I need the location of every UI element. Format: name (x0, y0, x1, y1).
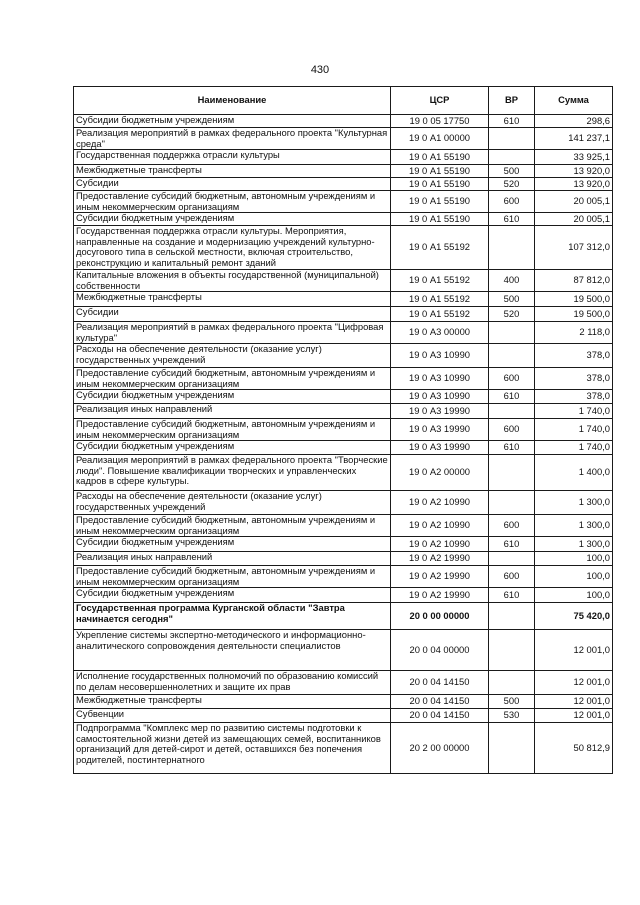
row-vr-cell: 600 (489, 368, 535, 390)
table-row (74, 322, 613, 344)
table-row (74, 537, 613, 552)
row-name-cell: Субсидии бюджетным учреждениям (74, 588, 391, 603)
row-vr-cell: 600 (489, 515, 535, 537)
table-row (74, 226, 613, 270)
table-row (74, 292, 613, 307)
row-vr-cell (489, 322, 535, 344)
row-code-cell: 19 0 А1 55192 (391, 292, 489, 307)
table-row (74, 588, 613, 603)
row-vr-cell: 500 (489, 695, 535, 709)
row-code-cell: 19 0 А3 10990 (391, 390, 489, 404)
row-vr-cell: 610 (489, 441, 535, 455)
row-sum-cell: 1 300,0 (535, 491, 613, 515)
row-vr-cell: 530 (489, 709, 535, 723)
row-sum-cell: 13 920,0 (535, 178, 613, 191)
table-row (74, 307, 613, 322)
row-vr-cell (489, 150, 535, 165)
row-sum-cell: 12 001,0 (535, 695, 613, 709)
row-name-cell: Предоставление субсидий бюджетным, автономным учреждениям и иным некоммерческим организациям (74, 191, 391, 213)
row-code-cell: 19 0 А1 00000 (391, 128, 489, 150)
table-row (74, 213, 613, 226)
row-sum-cell: 20 005,1 (535, 213, 613, 226)
row-name-cell: Государственная программа Курганской области "Завтра начинается сегодня" (74, 603, 391, 630)
page-number: 430 (310, 64, 330, 76)
row-code-cell: 19 0 А3 19990 (391, 419, 489, 441)
row-vr-cell (489, 723, 535, 774)
row-name-cell: Предоставление субсидий бюджетным, автономным учреждениям и иным некоммерческим организациям (74, 515, 391, 537)
row-sum-cell: 19 500,0 (535, 307, 613, 322)
row-name-cell: Предоставление субсидий бюджетным, автономным учреждениям и иным некоммерческим организациям (74, 419, 391, 441)
row-name-cell: Реализация иных направлений (74, 552, 391, 566)
row-vr-cell: 600 (489, 419, 535, 441)
row-sum-cell: 378,0 (535, 344, 613, 368)
row-code-cell: 19 0 А3 19990 (391, 404, 489, 419)
row-code-cell: 20 0 04 00000 (391, 630, 489, 671)
row-vr-cell (489, 128, 535, 150)
row-name-cell: Предоставление субсидий бюджетным, автономным учреждениям и иным некоммерческим организациям (74, 368, 391, 390)
row-sum-cell: 19 500,0 (535, 292, 613, 307)
row-sum-cell: 12 001,0 (535, 671, 613, 695)
row-sum-cell: 13 920,0 (535, 165, 613, 178)
row-code-cell: 19 0 А1 55192 (391, 307, 489, 322)
budget-table (73, 86, 613, 774)
row-name-cell: Капитальные вложения в объекты государственной (муниципальной) собственности (74, 270, 391, 292)
row-sum-cell: 1 740,0 (535, 441, 613, 455)
row-name-cell: Субсидии (74, 178, 391, 191)
table-row (74, 566, 613, 588)
table-row (74, 671, 613, 695)
row-vr-cell (489, 630, 535, 671)
table-row (74, 455, 613, 491)
row-sum-cell: 1 740,0 (535, 419, 613, 441)
table-row (74, 368, 613, 390)
row-vr-cell: 610 (489, 213, 535, 226)
row-sum-cell: 100,0 (535, 588, 613, 603)
table-row (74, 441, 613, 455)
table-row (74, 344, 613, 368)
row-code-cell: 20 0 04 14150 (391, 709, 489, 723)
table-row (74, 709, 613, 723)
table-row (74, 552, 613, 566)
row-code-cell: 19 0 А2 19990 (391, 552, 489, 566)
table-row (74, 491, 613, 515)
row-code-cell: 19 0 А2 10990 (391, 491, 489, 515)
column-header-code: ЦСР (391, 87, 489, 115)
row-code-cell: 19 0 А1 55190 (391, 178, 489, 191)
row-sum-cell: 141 237,1 (535, 128, 613, 150)
row-code-cell: 20 0 00 00000 (391, 603, 489, 630)
row-name-cell: Реализация мероприятий в рамках федерального проекта "Творческие люди". Повышение квалификации творческих и управленческих кадров в сфере культуры. (74, 455, 391, 491)
row-name-cell: Укрепление системы экспертно-методического и информационно-аналитического сопровождения деятельности специалистов (74, 630, 391, 671)
row-sum-cell: 50 812,9 (535, 723, 613, 774)
row-vr-cell: 610 (489, 115, 535, 128)
column-header-name: Наименование (74, 87, 391, 115)
row-code-cell: 19 0 А2 00000 (391, 455, 489, 491)
row-vr-cell: 500 (489, 165, 535, 178)
row-code-cell: 19 0 А2 10990 (391, 515, 489, 537)
row-code-cell: 19 0 А2 19990 (391, 566, 489, 588)
row-vr-cell: 520 (489, 178, 535, 191)
row-name-cell: Субсидии бюджетным учреждениям (74, 441, 391, 455)
table-row (74, 404, 613, 419)
row-vr-cell (489, 226, 535, 270)
row-code-cell: 19 0 А1 55192 (391, 226, 489, 270)
row-sum-cell: 87 812,0 (535, 270, 613, 292)
table-row (74, 515, 613, 537)
row-sum-cell: 1 400,0 (535, 455, 613, 491)
row-sum-cell: 100,0 (535, 566, 613, 588)
row-code-cell: 19 0 А1 55190 (391, 165, 489, 178)
table-row (74, 603, 613, 630)
row-code-cell: 20 0 04 14150 (391, 695, 489, 709)
row-sum-cell: 12 001,0 (535, 709, 613, 723)
row-sum-cell: 1 740,0 (535, 404, 613, 419)
row-name-cell: Субсидии бюджетным учреждениям (74, 537, 391, 552)
row-sum-cell: 107 312,0 (535, 226, 613, 270)
row-vr-cell: 400 (489, 270, 535, 292)
row-code-cell: 20 0 04 14150 (391, 671, 489, 695)
row-vr-cell (489, 491, 535, 515)
row-name-cell: Государственная поддержка отрасли культуры. Мероприятия, направленные на создание и модернизацию учреждений культурно-досугового типа в сельской местности, включая строительство, реконструкцию и капитальный ремонт зданий (74, 226, 391, 270)
table-row (74, 178, 613, 191)
row-vr-cell: 610 (489, 588, 535, 603)
row-sum-cell: 298,6 (535, 115, 613, 128)
row-code-cell: 20 2 00 00000 (391, 723, 489, 774)
row-sum-cell: 33 925,1 (535, 150, 613, 165)
table-row (74, 191, 613, 213)
row-name-cell: Государственная поддержка отрасли культуры (74, 150, 391, 165)
row-name-cell: Субсидии бюджетным учреждениям (74, 213, 391, 226)
table-row (74, 390, 613, 404)
row-vr-cell: 600 (489, 566, 535, 588)
row-sum-cell: 1 300,0 (535, 537, 613, 552)
row-sum-cell: 2 118,0 (535, 322, 613, 344)
row-code-cell: 19 0 А3 10990 (391, 368, 489, 390)
row-sum-cell: 100,0 (535, 552, 613, 566)
row-vr-cell: 520 (489, 307, 535, 322)
row-vr-cell: 610 (489, 537, 535, 552)
row-sum-cell: 20 005,1 (535, 191, 613, 213)
row-name-cell: Реализация мероприятий в рамках федерального проекта "Цифровая культура" (74, 322, 391, 344)
row-name-cell: Межбюджетные трансферты (74, 165, 391, 178)
row-vr-cell (489, 455, 535, 491)
row-code-cell: 19 0 А1 55190 (391, 191, 489, 213)
row-name-cell: Предоставление субсидий бюджетным, автономным учреждениям и иным некоммерческим организациям (74, 566, 391, 588)
row-sum-cell: 12 001,0 (535, 630, 613, 671)
row-code-cell: 19 0 А3 19990 (391, 441, 489, 455)
row-vr-cell: 500 (489, 292, 535, 307)
row-name-cell: Межбюджетные трансферты (74, 292, 391, 307)
row-code-cell: 19 0 А2 10990 (391, 537, 489, 552)
row-name-cell: Подпрограмма "Комплекс мер по развитию системы подготовки к самостоятельной жизни детей из замещающих семей, воспитанников организаций для детей-сирот и детей, оставшихся без попечения родителей, постинтернатного (74, 723, 391, 774)
row-code-cell: 19 0 А1 55190 (391, 150, 489, 165)
column-header-vr: ВР (489, 87, 535, 115)
table-row (74, 723, 613, 774)
row-code-cell: 19 0 А1 55190 (391, 213, 489, 226)
table-row (74, 150, 613, 165)
row-vr-cell (489, 603, 535, 630)
row-name-cell: Расходы на обеспечение деятельности (оказание услуг) государственных учреждений (74, 344, 391, 368)
row-sum-cell: 75 420,0 (535, 603, 613, 630)
row-name-cell: Субсидии бюджетным учреждениям (74, 115, 391, 128)
row-sum-cell: 378,0 (535, 390, 613, 404)
row-name-cell: Субсидии бюджетным учреждениям (74, 390, 391, 404)
row-vr-cell: 600 (489, 191, 535, 213)
row-sum-cell: 378,0 (535, 368, 613, 390)
table-row (74, 695, 613, 709)
row-name-cell: Расходы на обеспечение деятельности (оказание услуг) государственных учреждений (74, 491, 391, 515)
row-name-cell: Исполнение государственных полномочий по образованию комиссий по делам несовершеннолетних и защите их прав (74, 671, 391, 695)
row-name-cell: Субсидии (74, 307, 391, 322)
table-row (74, 270, 613, 292)
row-name-cell: Субвенции (74, 709, 391, 723)
row-name-cell: Межбюджетные трансферты (74, 695, 391, 709)
column-header-sum: Сумма (535, 87, 613, 115)
table-row (74, 630, 613, 671)
row-code-cell: 19 0 А1 55192 (391, 270, 489, 292)
row-vr-cell (489, 671, 535, 695)
row-sum-cell: 1 300,0 (535, 515, 613, 537)
row-code-cell: 19 0 А3 10990 (391, 344, 489, 368)
row-name-cell: Реализация иных направлений (74, 404, 391, 419)
row-code-cell: 19 0 05 17750 (391, 115, 489, 128)
row-code-cell: 19 0 А3 00000 (391, 322, 489, 344)
row-code-cell: 19 0 А2 19990 (391, 588, 489, 603)
table-row (74, 128, 613, 150)
row-name-cell: Реализация мероприятий в рамках федерального проекта "Культурная среда" (74, 128, 391, 150)
row-vr-cell (489, 344, 535, 368)
row-vr-cell (489, 404, 535, 419)
row-vr-cell (489, 552, 535, 566)
table-row (74, 115, 613, 128)
table-row (74, 419, 613, 441)
table-header-row (74, 87, 613, 115)
table-row (74, 165, 613, 178)
row-vr-cell: 610 (489, 390, 535, 404)
